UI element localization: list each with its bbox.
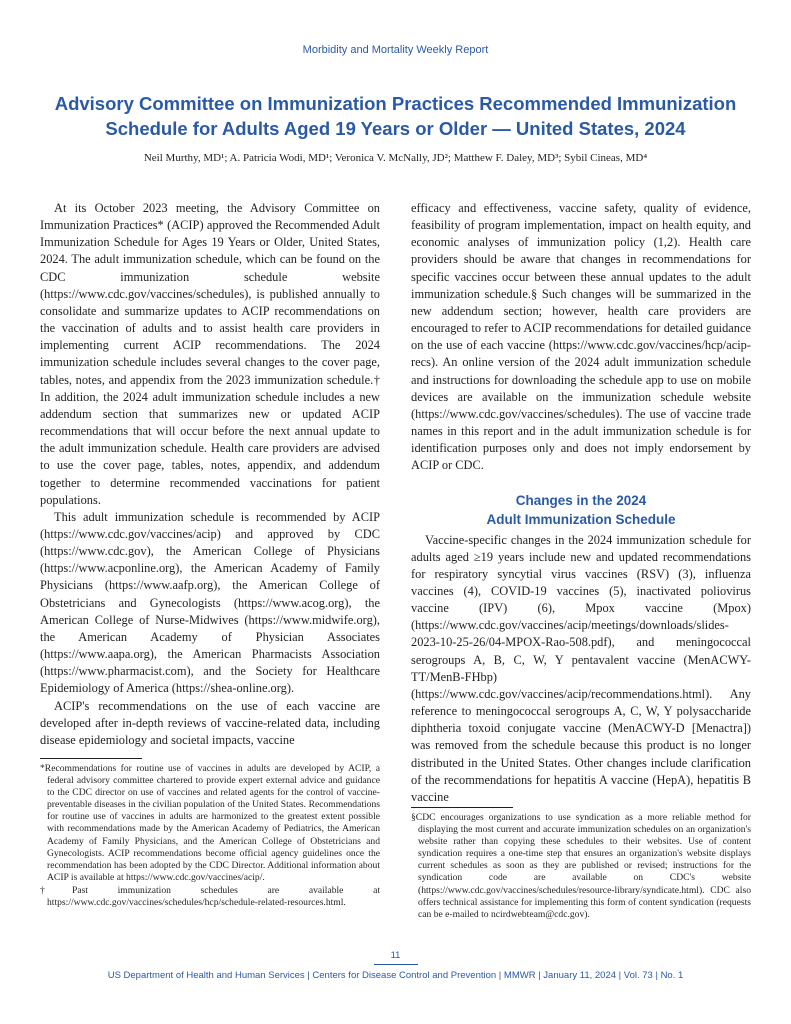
section-heading-line: Changes in the 2024 [515, 492, 647, 508]
footer-citation: US Department of Health and Human Services | Centers for Disease Control and Prevention | MMWR | January 11, 2024 | Vol. 73 | No. 1 [107, 970, 684, 981]
footnote-dagger: †Past immunization schedules are available at https://www.cdc.gov/vaccines/schedules/hcp/schedule-related-resources.html. [40, 884, 380, 909]
body-paragraph: This adult immunization schedule is recommended by ACIP (https://www.cdc.gov/vaccines/acip) and approved by CDC (https://www.cdc.gov), the American College of Physicians (https://www.acponline.org), the American Academy of Family Physicians (https://www.aafp.org), the American College of Obstetricians and Gynecologists (https://www.acog.org), the American College of Nurse-Midwives (https://www.midwife.org), the American Academy of Physician Associates (https://www.aapa.org), the American Pharmacists Association (https://www.pharmacist.com), and the Society for Healthcare Epidemiology of America (https://shea-online.org). [40, 509, 380, 696]
journal-header: Morbidity and Mortality Weekly Report [302, 44, 489, 56]
page-number: 11 [390, 950, 401, 961]
page-number-divider [374, 964, 418, 965]
footnote-section: §CDC encourages organizations to use syndication as a more reliable method for displaying the most current and accurate immunization schedules on an organization's website rather than copying these schedules to their websites. Use of content syndication requires a one-time step that ensures an organization's website displays current schedules as soon as they are published or revised; instructions for the syndication code are available on CDC's website (https://www.cdc.gov/vaccines/schedules/resource-library/syndicate.html). CDC also offers technical assistance for implementing this form of content syndication (requests can be e-mailed to ncirdwebteam@cdc.gov). [411, 812, 751, 920]
footnotes-right [411, 812, 751, 922]
section-heading [411, 491, 751, 529]
footnote-divider [411, 807, 513, 808]
footnote-star: *Recommendations for routine use of vaccines in adults are developed by ACIP, a federal advisory committee chartered to provide expert external advice and guidance to the CDC director on use of vaccines and related agents for the control of vaccine-preventable diseases in the civilian population of the United States. Recommendations for routine use of vaccines in adults are harmonized to the greatest extent possible with recommendations made by the American Academy of Pediatrics, the American Academy of Family Physicians, and the American College of Obstetricians and Gynecologists. ACIP recommendations become official agency guidelines once the recommendation has been adopted by the CDC Director. Additional information about ACIP is available at https://www.cdc.gov/vaccines/acip/. [40, 763, 380, 883]
left-column [40, 200, 380, 749]
body-paragraph: At its October 2023 meeting, the Advisory Committee on Immunization Practices* (ACIP) approved the Recommended Adult Immunization Schedule for Ages 19 Years or Older, United States, 2024. The adult immunization schedule, which can be found on the CDC immunization schedule website (https://www.cdc.gov/vaccines/schedules), is published annually to consolidate and summarize updates to ACIP recommendations on the vaccination of adults and to assist health care providers in implementing current ACIP recommendations. The 2024 immunization schedule includes several changes to the cover page, tables, notes, and appendix from the 2023 immunization schedule.† In addition, the 2024 adult immunization schedule includes a new addendum section that summarizes new or updated ACIP recommendations that will occur before the next annual update to the adult immunization schedule. Health care providers are advised to use the cover page, tables, notes, appendix, and addendum together to determine recommended vaccinations for patient populations. [40, 201, 380, 507]
body-paragraph: efficacy and effectiveness, vaccine safety, quality of evidence, feasibility of program implementation, impact on health equity, and economic analyses of immunization policy (1,2). Health care providers should be aware that changes in recommendations for specific vaccines occur between these annual updates to the adult immunization schedule.§ Such changes will be summarized in the new addendum section; however, health care providers are encouraged to refer to ACIP recommendations for detailed guidance on the use of each vaccine (https://www.cdc.gov/vaccines/hcp/acip-recs). An online version of the 2024 adult immunization schedule and instructions for downloading the schedule app to use on mobile devices are available on the immunization schedule website (https://www.cdc.gov/vaccines/schedules). The use of vaccine trade names in this report and in the adult immunization schedule is for identification purposes only and does not imply endorsement by ACIP or CDC. [411, 201, 751, 473]
right-column [411, 200, 751, 806]
body-paragraph: ACIP's recommendations on the use of each vaccine are developed after in-depth reviews of vaccine-related data, including disease epidemiology and societal impacts, vaccine [40, 698, 380, 747]
section-heading-line: Adult Immunization Schedule [486, 511, 676, 527]
author-list: Neil Murthy, MD¹; A. Patricia Wodi, MD¹; Veronica V. McNally, JD²; Matthew F. Daley, MD³; Sybil Cineas, MD⁴ [143, 152, 648, 164]
footnote-divider [40, 758, 142, 759]
footnotes-left [40, 763, 380, 910]
article-title: Advisory Committee on Immunization Practices Recommended Immunization Schedule for Adults Aged 19 Years or Older — United States, 2024 [54, 93, 737, 139]
body-paragraph: Vaccine-specific changes in the 2024 immunization schedule for adults aged ≥19 years include new and updated recommendations for respiratory syncytial virus vaccines (RSV) (3), influenza vaccines (4), COVID-19 vaccines (5), inactivated poliovirus vaccine (IPV) (6), Mpox vaccine (Mpox) (https://www.cdc.gov/vaccines/acip/meetings/downloads/slides-2023-10-25-26/04-MPOX-Rao-508.pdf), and meningococcal serogroups A, B, C, W, Y pentavalent vaccine (MenACWY-TT/MenB-FHbp) (https://www.cdc.gov/vaccines/acip/recommendations.html). Any reference to meningococcal serogroups A, C, W, Y polysaccharide diphtheria toxoid conjugate vaccine (MenACWY-D [Menactra]) was removed from the schedule because this product is no longer distributed in the United States. Other changes include clarification of the recommendations for hepatitis A vaccine (HepA), hepatitis B vaccine [411, 532, 751, 804]
